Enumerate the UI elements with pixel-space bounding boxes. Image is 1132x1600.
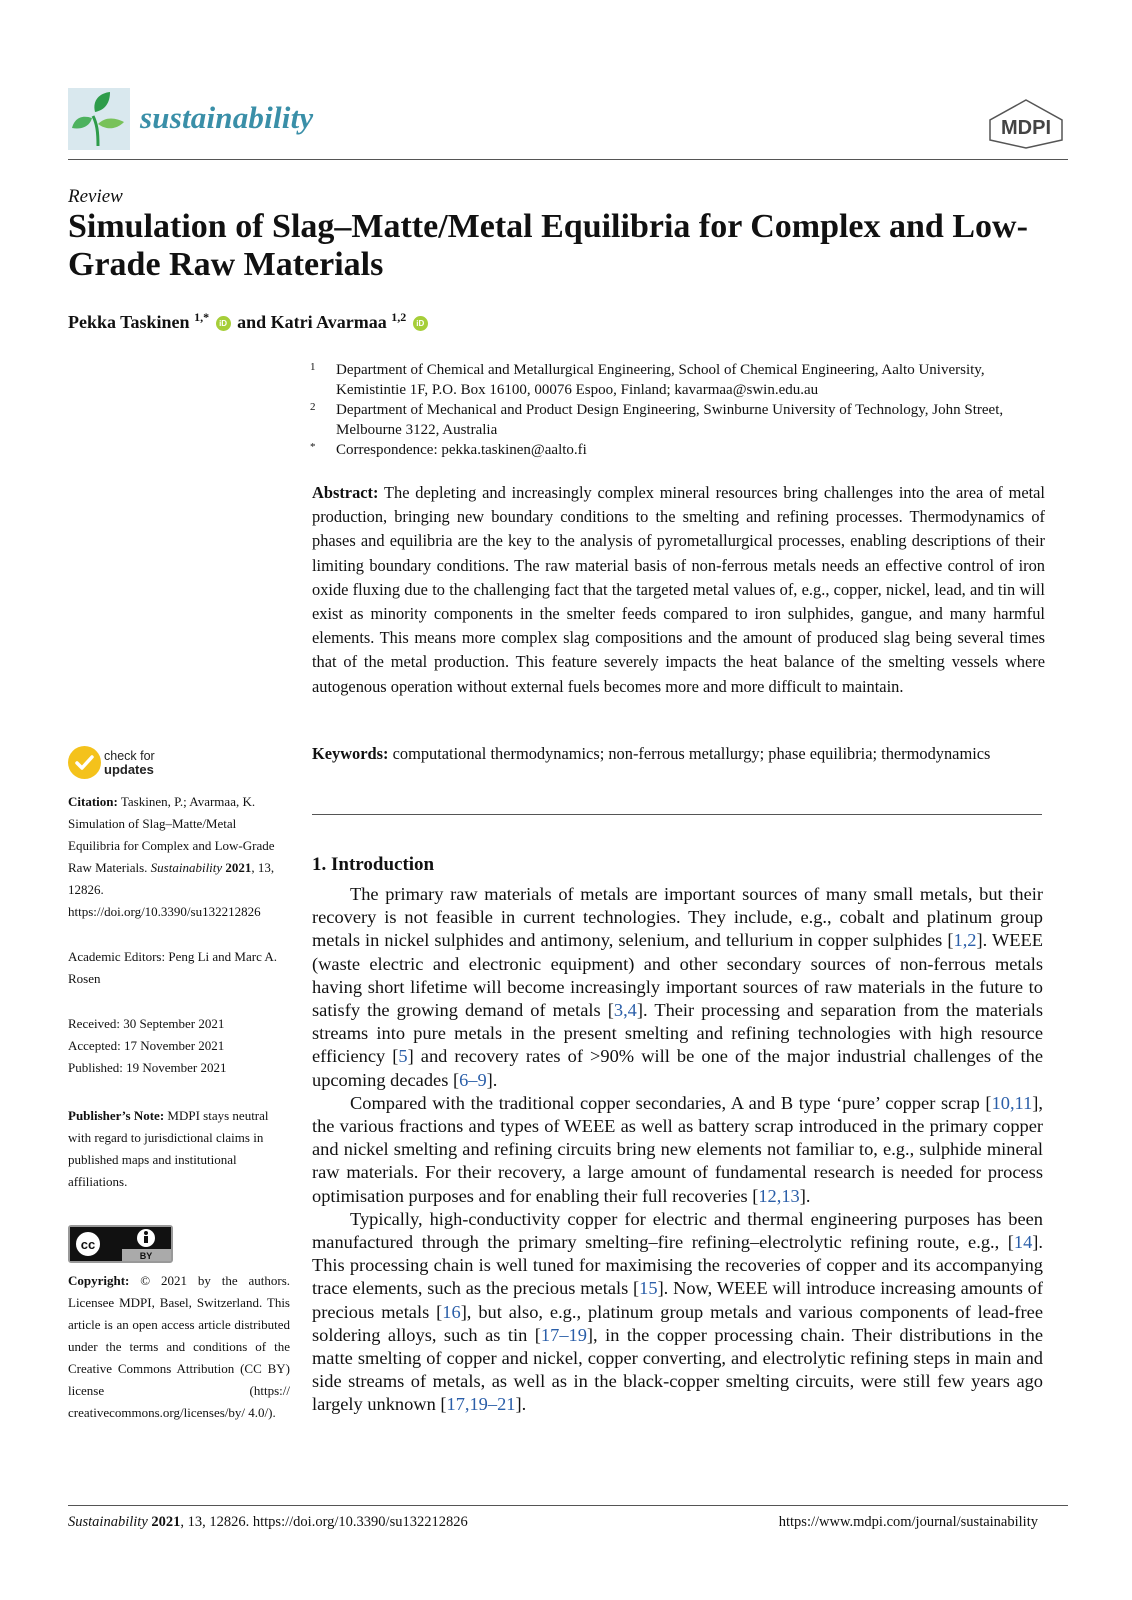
abstract bbox=[312, 481, 1045, 699]
body-text bbox=[312, 883, 1043, 1417]
mdpi-logo bbox=[986, 98, 1066, 150]
paragraph-text: ] and recovery rates of >90% will be one of the major industrial challenges of the upcoming decades [ bbox=[312, 1046, 1043, 1090]
citation-block bbox=[68, 791, 290, 923]
paragraph bbox=[312, 883, 1043, 1092]
citation-journal: Sustainability bbox=[150, 860, 223, 875]
check-for-updates-button[interactable] bbox=[68, 746, 178, 782]
paragraph-text: Compared with the traditional copper secondaries, A and B type ‘pure’ copper scrap [ bbox=[350, 1092, 992, 1113]
by-icon: BY bbox=[139, 1251, 153, 1261]
footer-journal-url[interactable]: https://www.mdpi.com/journal/sustainability bbox=[778, 1514, 1038, 1530]
paragraph-text: ]. Now, WEEE will introduce increasing amounts of precious metals [ bbox=[312, 1278, 1043, 1322]
section-title: 1. Introduction bbox=[312, 854, 435, 875]
checkmark-icon bbox=[68, 746, 101, 779]
affiliation-text: Department of Chemical and Metallurgical Engineering, School of Chemical Engineering, Aalto University, Kemistintie 1F, P.O. Box 16100, 00076 Espoo, Finland; kavarmaa@swin.edu.au bbox=[336, 362, 985, 398]
citation-label: Citation: bbox=[68, 794, 118, 809]
leaf-icon bbox=[68, 88, 130, 150]
reference-link[interactable]: 1,2 bbox=[953, 930, 977, 951]
reference-link[interactable]: 5 bbox=[398, 1046, 408, 1067]
publisher-name: MDPI bbox=[1001, 117, 1051, 139]
author-name: Pekka Taskinen bbox=[68, 312, 190, 332]
paragraph-text: ]. Their processing and separation from the materials streams into pure metals in the present smelting and refining technologies with high resource efficiency [ bbox=[312, 1000, 1043, 1067]
abstract-label: Abstract: bbox=[312, 483, 379, 502]
reference-link[interactable]: 3,4 bbox=[613, 1000, 637, 1021]
reference-link[interactable]: 10,11 bbox=[991, 1092, 1033, 1113]
check-updates-line1: check for bbox=[104, 749, 155, 763]
footer-doi[interactable]: , 13, 12826. https://doi.org/10.3390/su132212826 bbox=[180, 1514, 468, 1530]
author-affiliation-marker: 1,* bbox=[194, 310, 210, 324]
publishers-note bbox=[68, 1105, 290, 1193]
journal-logo bbox=[68, 88, 130, 150]
copyright-block bbox=[68, 1270, 290, 1424]
date-accepted: Accepted: 17 November 2021 bbox=[68, 1038, 225, 1053]
paragraph-text: ]. bbox=[486, 1069, 498, 1090]
author-affiliation-marker: 1,2 bbox=[391, 310, 407, 324]
orcid-icon[interactable]: iD bbox=[216, 316, 231, 331]
citation-text: Taskinen, P.; Avarmaa, K. Simulation of Slag–Matte/Metal Equilibria for Complex and Low-Grade Raw Materials. bbox=[68, 794, 275, 875]
reference-link[interactable]: 14 bbox=[1013, 1232, 1033, 1253]
reference-link[interactable]: 12,13 bbox=[758, 1185, 800, 1206]
author-name: Katri Avarmaa bbox=[270, 312, 387, 332]
abstract-text: The depleting and increasingly complex mineral resources bring challenges into the area of metal production, bringing new boundary conditions to the smelting and refining processes. Thermodynamics of phases and equilibria are the key to the analysis of pyrometallurgical processes, enabling descriptions of their limiting boundary conditions. The raw material basis of non-ferrous metals needs an effective control of iron oxide fluxing due to the challenging fact that the targeted metal values of, e.g., copper, nickel, lead, and tin will exist as minority components in the smelter feeds compared to iron sulphides, gangue, and many harmful elements. This means more complex slag compositions and the amount of produced slag being several times that of the metal production. This feature severely impacts the heat balance of the smelting vessels where autogenous operation without external fuels becomes more and more difficult to maintain. bbox=[312, 483, 1045, 696]
citation-doi[interactable]: , 13, 12826. https://doi.org/10.3390/su132212826 bbox=[68, 860, 275, 919]
article-title: Simulation of Slag–Matte/Metal Equilibria for Complex and Low-Grade Raw Materials bbox=[68, 208, 1028, 283]
date-received: Received: 30 September 2021 bbox=[68, 1016, 225, 1031]
copyright-text: © 2021 by the authors. Licensee MDPI, Basel, Switzerland. This article is an open access article distributed under the terms and conditions of the Creative Commons Attribution (CC BY) license (https:// creativecommons.org/licenses/by/ 4.0/). bbox=[68, 1273, 291, 1420]
reference-link[interactable]: 17–19 bbox=[540, 1324, 587, 1345]
footer-divider bbox=[68, 1505, 1068, 1506]
journal-name: sustainability bbox=[140, 100, 314, 135]
affiliation-number: * bbox=[310, 441, 316, 453]
journal-header bbox=[68, 88, 1068, 160]
paragraph-text: ]. WEEE (waste electric and electronic equipment) and other secondary sources of non-ferrous metals having short lifetime will become increasingly important sources of raw materials in the future to satisfy the growing demand of metals [ bbox=[312, 930, 1044, 1021]
cc-by-license-badge[interactable] bbox=[68, 1225, 173, 1263]
affiliation-number: 2 bbox=[310, 401, 316, 413]
citation-year: 2021 bbox=[225, 860, 252, 875]
paragraph bbox=[312, 1208, 1043, 1417]
paragraph-text: ]. bbox=[799, 1185, 811, 1206]
date-published: Published: 19 November 2021 bbox=[68, 1060, 227, 1075]
paragraph bbox=[312, 1092, 1043, 1208]
reference-link[interactable]: 6–9 bbox=[459, 1069, 487, 1090]
copyright-label: Copyright: bbox=[68, 1273, 130, 1288]
publication-dates bbox=[68, 1013, 290, 1079]
footer-citation bbox=[68, 1514, 468, 1531]
reference-link[interactable]: 16 bbox=[442, 1301, 461, 1322]
paragraph-text: ], but also, e.g., platinum group metals and various components of lead-free soldering alloys, such as tin [ bbox=[312, 1301, 1043, 1345]
publishers-note-text: MDPI stays neutral with regard to jurisdictional claims in published maps and institutional affiliations. bbox=[68, 1108, 269, 1189]
check-updates-line2: updates bbox=[104, 762, 154, 777]
orcid-icon[interactable]: iD bbox=[413, 316, 428, 331]
section-divider bbox=[312, 814, 1042, 815]
correspondence-text: Correspondence: pekka.taskinen@aalto.fi bbox=[336, 442, 587, 458]
cc-icon: cc bbox=[80, 1237, 96, 1252]
academic-editors: Academic Editors: Peng Li and Marc A. Rosen bbox=[68, 949, 278, 986]
author-conjunction: and bbox=[237, 312, 267, 332]
paragraph-text: ]. This processing chain is well tuned for maximising the recoveries of copper and its accompanying trace elements, such as the precious metals [ bbox=[312, 1232, 1043, 1299]
affiliations bbox=[310, 360, 1050, 460]
paragraph-text: The primary raw materials of metals are important sources of many small metals, but their recovery is not feasible in current technologies. They include, e.g., cobalt and platinum group metals in nickel sulphides and antimony, selenium, and tellurium in copper sulphides [ bbox=[312, 884, 1043, 951]
paragraph-text: ], in the copper processing chain. Their distributions in the matte smelting of copper and nickel, copper converting, and electrolytic refining steps in main and side streams of metals, as well as in the black-copper smelting circuits, were still few years ago largely unknown [ bbox=[312, 1324, 1044, 1415]
keywords-label: Keywords: bbox=[312, 744, 389, 763]
reference-link[interactable]: 15 bbox=[639, 1278, 658, 1299]
paragraph-text: ]. bbox=[515, 1394, 527, 1415]
article-type: Review bbox=[68, 186, 123, 207]
affiliation-number: 1 bbox=[310, 361, 316, 373]
correspondence bbox=[310, 440, 1050, 460]
paragraph-text: ], the various fractions and types of WEEE as well as battery scrap introduced in the primary copper and nickel smelting and refining circuits bring new elements not familiar to, e.g., sulphide mineral raw materials. For their recovery, a large amount of fundamental research is needed for process optimisation purposes and for enabling their full recoveries [ bbox=[312, 1092, 1043, 1206]
affiliation-item bbox=[310, 360, 1050, 400]
keywords-text: computational thermodynamics; non-ferrous metallurgy; phase equilibria; thermodynamics bbox=[392, 744, 991, 763]
author-list bbox=[68, 310, 430, 333]
publishers-note-label: Publisher’s Note: bbox=[68, 1108, 165, 1123]
footer-year: 2021 bbox=[151, 1514, 181, 1530]
affiliation-item bbox=[310, 400, 1050, 440]
keywords bbox=[312, 742, 1045, 766]
reference-link[interactable]: 17,19–21 bbox=[446, 1394, 516, 1415]
footer-journal: Sustainability bbox=[68, 1514, 148, 1530]
check-updates-label bbox=[104, 749, 155, 777]
paragraph-text: Typically, high-conductivity copper for electric and thermal engineering purposes has been manufactured through the primary smelting–fire refining–electrolytic refining route, e.g., [ bbox=[312, 1208, 1043, 1253]
affiliation-text: Department of Mechanical and Product Design Engineering, Swinburne University of Technology, John Street, Melbourne 3122, Australia bbox=[336, 402, 1004, 438]
